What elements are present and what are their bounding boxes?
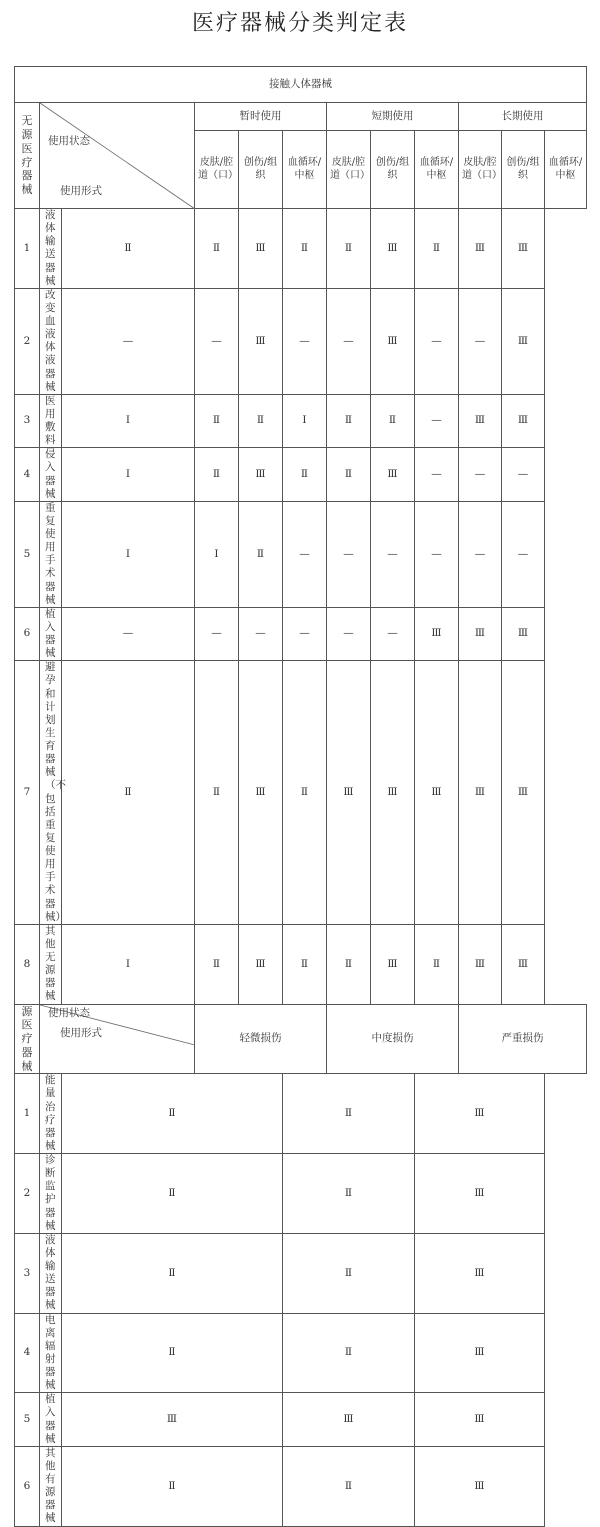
class-value: Ⅲ [415,1074,545,1154]
class-value: Ⅱ [239,394,283,448]
class-value: — [459,501,502,607]
class-value: Ⅱ [62,1313,283,1393]
class-value: Ⅲ [459,607,502,661]
class-value: Ⅲ [415,1393,545,1447]
class-value: Ⅱ [195,661,239,925]
contact-subheader: 血循环/中枢 [283,131,327,209]
class-value: Ⅲ [502,924,545,1004]
class-value: Ⅲ [459,924,502,1004]
contact-subheader: 皮肤/腔道（口） [195,131,239,209]
class-value: Ⅱ [327,209,371,289]
device-name: 改变血液体液器械 [40,288,62,394]
class-value: Ⅱ [415,209,459,289]
class-value: Ⅲ [371,924,415,1004]
class-value: Ⅲ [371,661,415,925]
class-value: Ⅱ [327,448,371,502]
class-value: Ⅱ [195,394,239,448]
device-name: 其他有源器械 [40,1446,62,1526]
device-name: 植入器械 [40,607,62,661]
device-name: 能量治疗器械 [40,1074,62,1154]
class-value: Ⅲ [502,607,545,661]
passive-side-char: 源 [21,128,33,141]
row-number: 1 [15,209,40,289]
class-value: Ⅲ [239,448,283,502]
active-form-label: 使用形式 [60,1026,102,1039]
class-value: — [327,288,371,394]
class-value: Ⅱ [283,1313,415,1393]
contact-subheader: 创伤/组织 [502,131,545,209]
contact-subheader: 皮肤/腔道（口） [327,131,371,209]
contact-header: 接触人体器械 [15,67,587,103]
row-number: 1 [15,1074,40,1154]
classification-table [14,66,587,1527]
class-value: Ⅰ [62,448,195,502]
class-value: — [327,501,371,607]
class-value: Ⅲ [459,661,502,925]
row-number: 8 [15,924,40,1004]
state-label: 使用状态 [48,135,90,147]
active-state-label: 使用状态 [48,1006,90,1019]
duration-long-term: 长期使用 [459,103,587,131]
duration-temporary: 暂时使用 [195,103,327,131]
class-value: — [195,607,239,661]
class-value: — [327,607,371,661]
class-value: — [195,288,239,394]
form-label: 使用形式 [60,185,102,197]
class-value: Ⅲ [459,209,502,289]
class-value: — [415,394,459,448]
active-side-char: 疗 [21,1032,33,1045]
passive-table-row [15,501,587,607]
row-number: 2 [15,288,40,394]
class-value: — [415,448,459,502]
device-name: 侵入器械 [40,448,62,502]
class-value: Ⅱ [62,1446,283,1526]
device-name: 液体输送器械 [40,1233,62,1313]
device-name: 诊断监护器械 [40,1154,62,1234]
active-table-row [15,1313,587,1393]
class-value: Ⅲ [502,394,545,448]
active-table-row [15,1393,587,1447]
class-value: Ⅱ [283,1233,415,1313]
contact-subheader: 血循环/中枢 [415,131,459,209]
row-number: 3 [15,1233,40,1313]
passive-side-char: 械 [21,183,33,196]
class-value: — [283,607,327,661]
class-value: Ⅱ [371,394,415,448]
class-value: Ⅱ [62,209,195,289]
row-number: 5 [15,1393,40,1447]
class-value: Ⅲ [62,1393,283,1447]
class-value: — [415,501,459,607]
class-value: — [371,501,415,607]
class-value: Ⅱ [195,209,239,289]
class-value: Ⅱ [62,1233,283,1313]
contact-subheader: 血循环/中枢 [545,131,587,209]
duration-short-term: 短期使用 [327,103,459,131]
passive-table-row [15,607,587,661]
active-side-char: 医 [21,1018,33,1032]
class-value: — [502,501,545,607]
class-value: Ⅱ [415,924,459,1004]
class-value: — [62,607,195,661]
class-value: — [371,607,415,661]
class-value: Ⅰ [62,394,195,448]
active-table-row [15,1233,587,1313]
passive-diagonal-header [40,103,195,209]
passive-table-row [15,288,587,394]
severity-moderate: 中度损伤 [327,1004,459,1074]
active-diagonal-header [40,1004,195,1074]
class-value: Ⅲ [239,924,283,1004]
class-value: Ⅱ [195,448,239,502]
class-value: Ⅰ [283,394,327,448]
class-value: Ⅱ [283,1074,415,1154]
class-value: Ⅱ [239,501,283,607]
passive-table-row [15,661,587,925]
class-value: Ⅱ [62,1074,283,1154]
class-value: — [239,607,283,661]
passive-side-char: 医 [21,141,33,155]
class-value: Ⅲ [239,288,283,394]
passive-table-row [15,394,587,448]
device-name: 植入器械 [40,1393,62,1447]
passive-table-row [15,209,587,289]
active-table-row [15,1074,587,1154]
passive-table-row [15,448,587,502]
class-value: — [62,288,195,394]
class-value: Ⅲ [327,661,371,925]
class-value: Ⅲ [371,288,415,394]
class-value: Ⅱ [327,924,371,1004]
class-value: — [283,501,327,607]
class-value: Ⅱ [327,394,371,448]
passive-side-char: 器 [21,169,33,183]
class-value: Ⅲ [239,661,283,925]
class-value: Ⅲ [415,661,459,925]
class-value: Ⅲ [415,1154,545,1234]
row-number: 4 [15,448,40,502]
class-value: Ⅱ [283,661,327,925]
class-value: Ⅲ [502,209,545,289]
row-number: 7 [15,661,40,925]
class-value: — [283,288,327,394]
class-value: Ⅰ [195,501,239,607]
class-value: Ⅱ [283,1446,415,1526]
class-value: — [415,288,459,394]
row-number: 5 [15,501,40,607]
class-value: Ⅰ [62,501,195,607]
contact-subheader: 皮肤/腔道（口） [459,131,502,209]
class-value: Ⅱ [283,1154,415,1234]
device-name: 避孕和计划生育器械（不包括重复使用手术器械） [40,661,62,925]
class-value: — [502,448,545,502]
class-value: Ⅲ [371,209,415,289]
class-value: Ⅱ [283,924,327,1004]
active-side-label [15,1004,40,1074]
class-value: Ⅲ [415,1233,545,1313]
class-value: Ⅱ [62,661,195,925]
row-number: 3 [15,394,40,448]
page-title: 医疗器械分类判定表 [191,11,408,36]
device-name: 重复使用手术器械 [40,501,62,607]
class-value: Ⅲ [371,448,415,502]
class-value: — [459,448,502,502]
class-value: Ⅲ [502,288,545,394]
class-value: Ⅲ [459,394,502,448]
device-name: 电离辐射器械 [40,1313,62,1393]
active-side-char: 源 [21,1004,33,1018]
class-value: Ⅲ [239,209,283,289]
row-number: 4 [15,1313,40,1393]
passive-table-row [15,924,587,1004]
class-value: Ⅲ [283,1393,415,1447]
device-name: 液体输送器械 [40,209,62,289]
class-value: Ⅱ [283,209,327,289]
class-value: Ⅰ [62,924,195,1004]
row-number: 6 [15,1446,40,1526]
active-table-row [15,1154,587,1234]
severity-mild: 轻微损伤 [195,1004,327,1074]
passive-side-char: 疗 [21,155,33,169]
class-value: Ⅱ [195,924,239,1004]
class-value: Ⅱ [283,448,327,502]
active-table-row [15,1446,587,1526]
contact-subheader: 创伤/组织 [371,131,415,209]
class-value: — [459,288,502,394]
class-value: Ⅲ [415,1446,545,1526]
class-value: Ⅱ [62,1154,283,1234]
row-number: 2 [15,1154,40,1234]
passive-side-label [15,103,40,209]
device-name: 其他无源器械 [40,924,62,1004]
row-number: 6 [15,607,40,661]
active-side-char: 械 [21,1059,33,1073]
severity-severe: 严重损伤 [459,1004,587,1074]
passive-side-char: 无 [21,114,33,128]
active-side-char: 器 [21,1045,33,1059]
class-value: Ⅲ [415,607,459,661]
contact-subheader: 创伤/组织 [239,131,283,209]
class-value: Ⅲ [415,1313,545,1393]
class-value: Ⅲ [502,661,545,925]
device-name: 医用敷料 [40,394,62,448]
